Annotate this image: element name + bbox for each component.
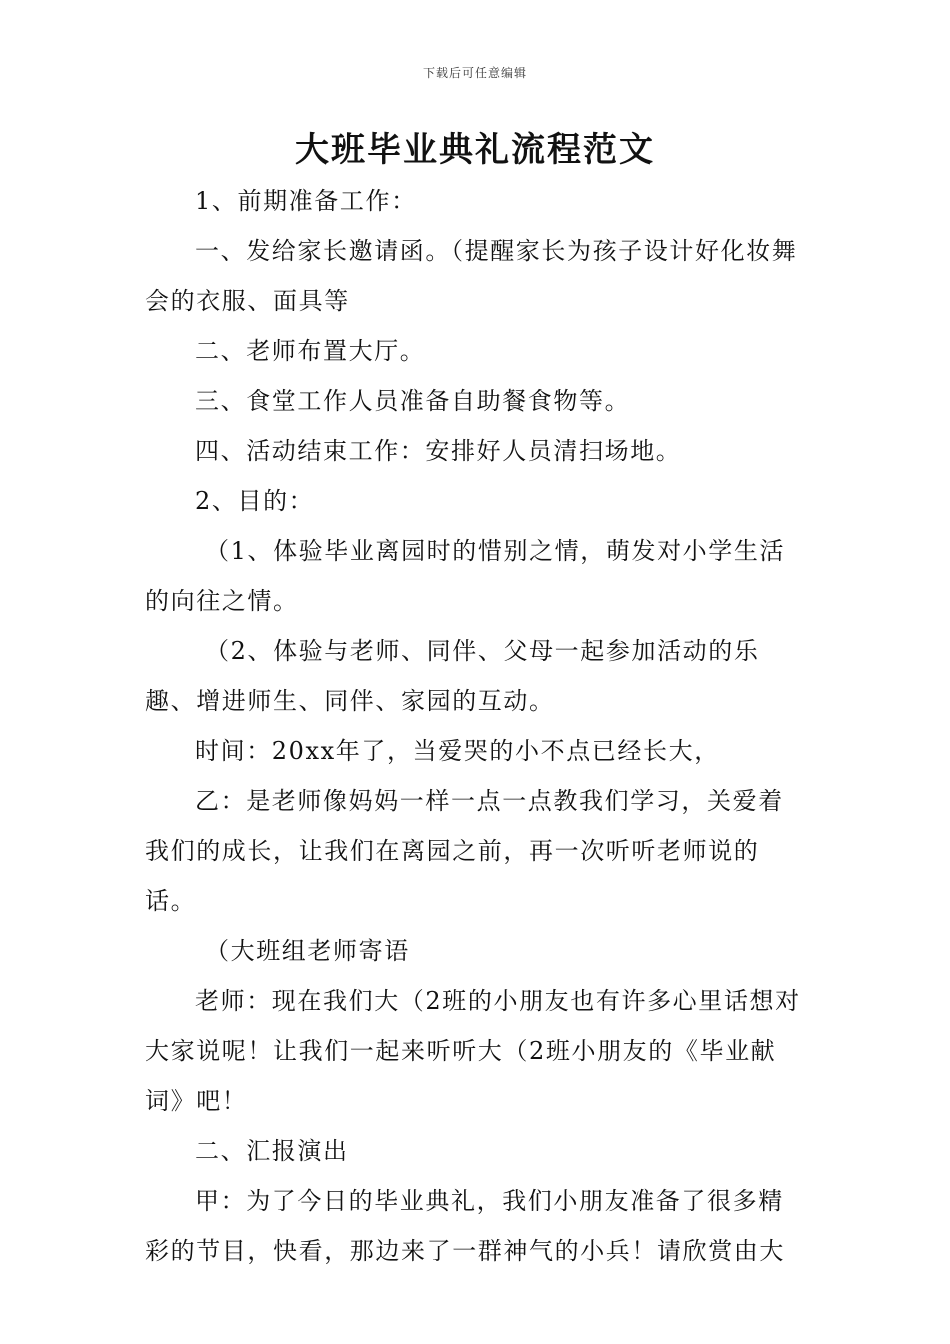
paragraph-time: 时间：20xx年了，当爱哭的小不点已经长大， — [195, 737, 720, 765]
paragraph-goal-2: （2、体验与老师、同伴、父母一起参加活动的乐趣、增进师生、同伴、家园的互动。 — [145, 637, 760, 715]
paragraph-goal-1: （1、体验毕业离园时的惜别之情，萌发对小学生活的向往之情。 — [145, 537, 786, 615]
paragraph-catering: 三、食堂工作人员准备自助餐食物等。 — [195, 387, 631, 415]
paragraph-speaker-yi: 乙：是老师像妈妈一样一点一点教我们学习，关爱着我们的成长，让我们在离园之前，再一次听听老师说的话。 — [145, 787, 784, 915]
paragraph-speaker-jia: 甲：为了今日的毕业典礼，我们小朋友准备了很多精彩的节目，快看，那边来了一群神气的小兵！请欣赏由大 — [145, 1187, 785, 1265]
document-body — [145, 176, 807, 1276]
document-title: 大班毕业典礼流程范文 — [295, 130, 655, 170]
paragraph-cleanup: 四、活动结束工作：安排好人员清扫场地。 — [195, 437, 682, 465]
paragraph-goals-heading: 2、目的： — [195, 487, 315, 515]
paragraph-invitation: 一、发给家长邀请函。（提醒家长为孩子设计好化妆舞会的衣服、面具等 — [145, 237, 798, 315]
paragraph-performance-heading: 二、汇报演出 — [195, 1137, 349, 1165]
header-note: 下载后可任意编辑 — [422, 66, 527, 80]
paragraph-hall-setup: 二、老师布置大厅。 — [195, 337, 426, 365]
paragraph-teacher-speech: 老师：现在我们大（2班的小朋友也有许多心里话想对大家说呢！让我们一起来听听大（2班小朋友的《毕业献词》吧！ — [145, 987, 801, 1115]
paragraph-teacher-message: （大班组老师寄语 — [205, 937, 410, 965]
paragraph-preparation-heading: 1、前期准备工作： — [195, 187, 417, 215]
